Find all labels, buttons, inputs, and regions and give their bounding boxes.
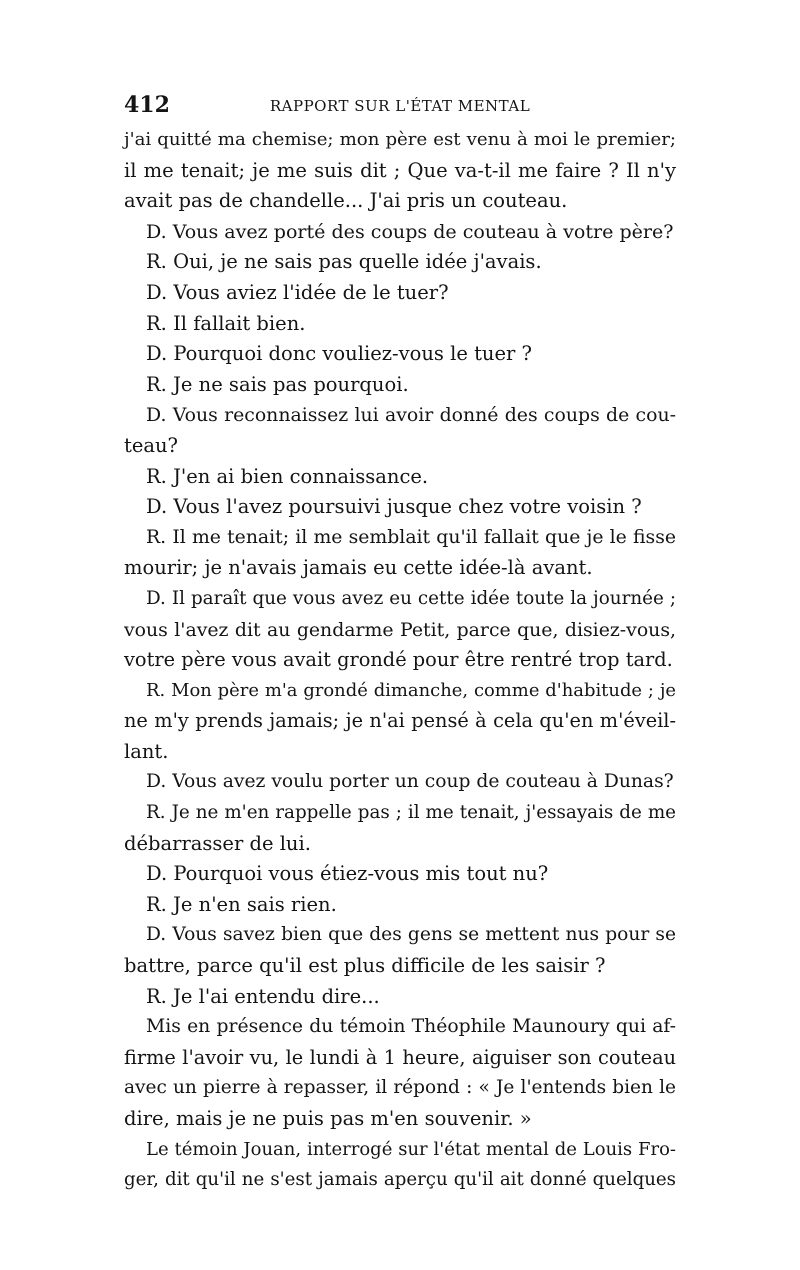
text-line: lant. (124, 739, 169, 763)
text-line: R. Il fallait bien. (146, 311, 306, 335)
text-line: avait pas de chandelle... J'ai pris un couteau. (124, 189, 568, 213)
text-line: Mis en présence du témoin Théophile Maunoury qui af- (146, 1016, 676, 1038)
page-header (124, 92, 676, 124)
text-line: mourir; je n'avais jamais eu cette idée-là avant. (124, 556, 593, 580)
text-line: D. Vous l'avez poursuivi jusque chez votre voisin ? (146, 495, 642, 519)
text-line: R. Je l'ai entendu dire... (146, 984, 380, 1008)
text-line: D. Pourquoi vous étiez-vous mis tout nu? (146, 862, 549, 886)
running-head: RAPPORT SUR L'ÉTAT MENTAL (269, 97, 531, 115)
text-line: dire, mais je ne puis pas m'en souvenir. » (124, 1107, 532, 1130)
text-line: D. Pourquoi donc vouliez-vous le tuer ? (146, 342, 533, 366)
text-line: vous l'avez dit au gendarme Petit, parce que, disiez-vous, (124, 618, 676, 641)
page-number: 412 (124, 92, 170, 118)
text-line: firme l'avoir vu, le lundi à 1 heure, aiguiser son couteau (124, 1045, 676, 1069)
text-line: R. Oui, je ne sais pas quelle idée j'avais. (146, 250, 542, 274)
text-line: R. J'en ai bien connaissance. (146, 464, 429, 488)
text-line: R. Je n'en sais rien. (146, 892, 337, 916)
text-line: D. Vous avez voulu porter un coup de couteau à Dunas? (146, 771, 674, 793)
text-line: votre père vous avait grondé pour être rentré trop tard. (124, 648, 673, 672)
text-line: ger, dit qu'il ne s'est jamais aperçu qu'il ait donné quelques (124, 1169, 676, 1191)
text-line: ne m'y prends jamais; je n'ai pensé à cela qu'en m'éveil- (124, 709, 676, 733)
text-line: débarrasser de lui. (124, 831, 311, 855)
text-line: teau? (124, 433, 179, 457)
text-line: R. Je ne m'en rappelle pas ; il me tenait, j'essayais de me (146, 802, 676, 824)
text-line: D. Vous savez bien que des gens se mettent nus pour se (146, 924, 676, 946)
text-line: battre, parce qu'il est plus difficile de les saisir ? (124, 954, 606, 978)
text-line: R. Mon père m'a grondé dimanche, comme d'habitude ; je (146, 679, 676, 701)
text-line: D. Vous avez porté des coups de couteau à votre père? (146, 220, 674, 243)
text-line: D. Il paraît que vous avez eu cette idée toute la journée ; (146, 587, 676, 609)
text-line: Le témoin Jouan, interrogé sur l'état mental de Louis Fro- (146, 1138, 676, 1160)
text-line: D. Vous reconnaissez lui avoir donné des coups de cou- (146, 404, 676, 427)
text-line: R. Il me tenait; il me semblait qu'il fallait que je le fisse (146, 526, 676, 548)
text-line: R. Je ne sais pas pourquoi. (146, 372, 409, 396)
text-line: il me tenait; je me suis dit ; Que va-t-il me faire ? Il n'y (124, 158, 676, 182)
text-line: D. Vous aviez l'idée de le tuer? (146, 280, 449, 304)
text-line: avec un pierre à repasser, il répond : « Je l'entends bien le (124, 1077, 676, 1099)
body-text (124, 125, 676, 1196)
text-line: j'ai quitté ma chemise; mon père est venu à moi le premier; (124, 129, 676, 150)
